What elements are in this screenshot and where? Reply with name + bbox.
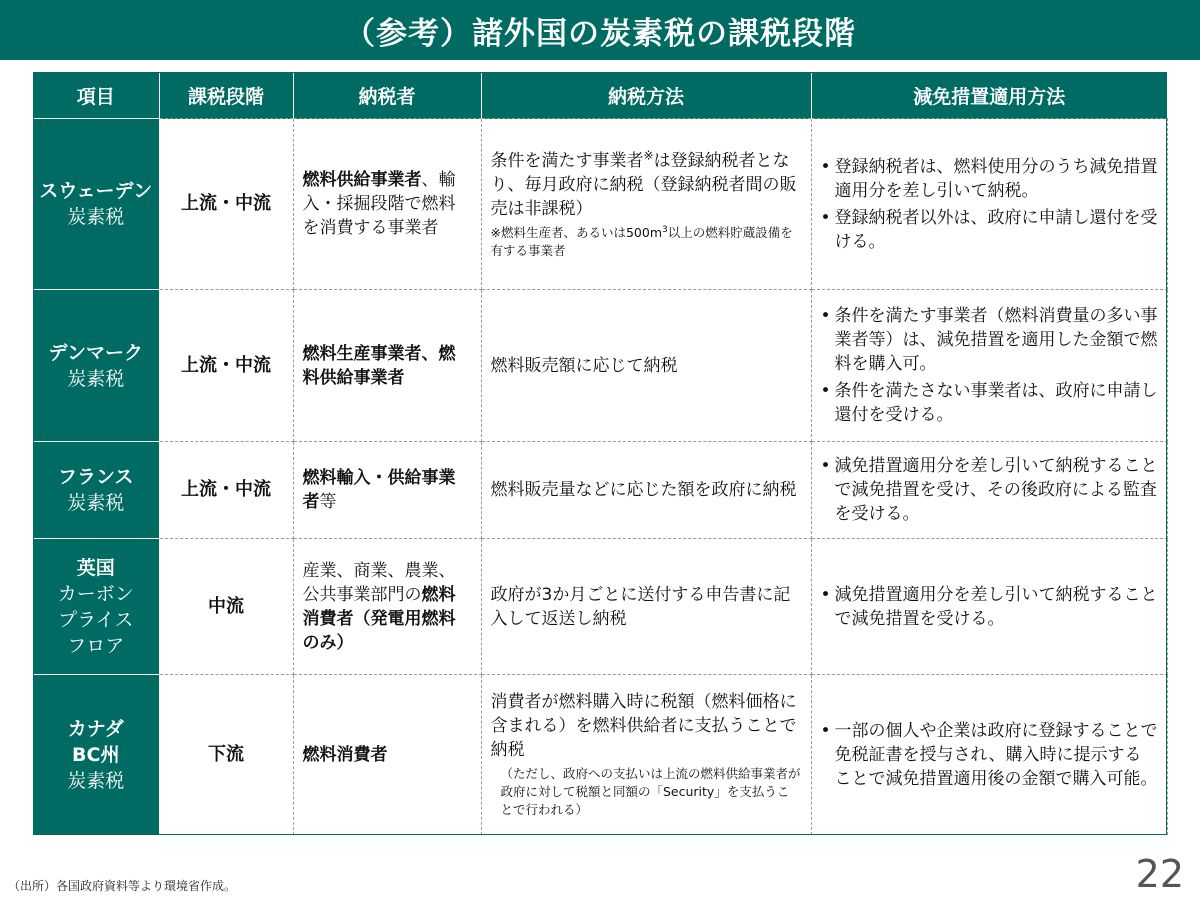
relief-cell — [811, 675, 1167, 835]
relief-list — [821, 719, 1158, 791]
country-name-line: カナダ — [67, 717, 124, 740]
country-name: デンマーク — [48, 341, 144, 364]
page-title: （参考）諸外国の炭素税の課税段階 — [0, 0, 1200, 60]
method-text: 消費者が燃料購入時に税額（燃料価格に含まれる）を燃料供給者に支払うことで納税 — [490, 692, 797, 760]
payer-bold: 燃料生産事業者、燃料供給事業者 — [302, 343, 456, 388]
method-cell — [481, 675, 811, 835]
stage-cell: 下流 — [159, 675, 293, 835]
stage-cell: 上流・中流 — [159, 442, 293, 539]
tax-name: 炭素税 — [67, 769, 125, 792]
method-note-sup: 3 — [662, 224, 668, 235]
stage-cell: 上流・中流 — [159, 290, 293, 442]
item-cell — [33, 539, 159, 675]
table-row-france — [33, 442, 1167, 539]
payer-bold: 燃料輸入・供給事業者 — [302, 468, 456, 512]
table-header-row — [33, 72, 1167, 119]
header-payer: 納税者 — [293, 72, 481, 119]
header-relief: 減免措置適用方法 — [811, 72, 1167, 119]
method-note: （ただし、政府への支払いは上流の燃料供給事業者が政府に対して税額と同額の「Security」を支払うことで行われる） — [500, 766, 801, 817]
payer-text: 、輸入・採掘段階で燃料を消費する事業者 — [302, 170, 456, 238]
relief-item: • 条件を満たす事業者（燃料消費量の多い事業者等）は、減免措置を適用した金額で燃料を購入可。 — [821, 304, 1158, 376]
payer-cell — [293, 119, 481, 290]
payer-cell — [293, 290, 481, 442]
header-method: 納税方法 — [481, 72, 811, 119]
item-cell — [33, 675, 159, 835]
tax-name-line: プライス — [58, 608, 134, 631]
method-note-text: ※燃料生産者、あるいは500m — [490, 224, 663, 240]
relief-item: • 一部の個人や企業は政府に登録することで免税証書を授与され、購入時に提示することで減免措置適用後の金額で購入可能。 — [821, 719, 1158, 791]
relief-cell — [811, 290, 1167, 442]
relief-list — [821, 454, 1158, 526]
payer-text: 等 — [319, 492, 337, 512]
method-note — [491, 224, 802, 260]
method-cell: 燃料販売額に応じて納税 — [481, 290, 811, 442]
method-text-cont: は登録納税者となり、毎月政府に納税（登録納税者間の販売は非課税） — [490, 150, 797, 219]
payer-bold: 燃料消費者（発電用燃料のみ） — [302, 584, 456, 653]
tax-name: 炭素税 — [67, 492, 125, 514]
payer-bold: 燃料供給事業者 — [302, 170, 422, 190]
country-name: フランス — [58, 466, 134, 488]
method-cell — [481, 119, 811, 290]
stage-cell: 中流 — [159, 539, 293, 675]
method-text: 条件を満たす事業者 — [490, 150, 644, 171]
relief-cell — [811, 539, 1167, 675]
relief-cell — [811, 442, 1167, 539]
item-cell — [33, 290, 159, 442]
relief-cell — [811, 119, 1167, 290]
relief-item: • 減免措置適用分を差し引いて納税することで減免措置を受ける。 — [821, 583, 1158, 631]
header-item: 項目 — [33, 72, 159, 119]
source-note: （出所）各国政府資料等より環境省作成。 — [8, 879, 237, 893]
relief-item: • 登録納税者は、燃料使用分のうち減免措置適用分を差し引いて納税。 — [821, 155, 1158, 203]
table-row-canada-bc — [33, 675, 1167, 835]
header-stage: 課税段階 — [159, 72, 293, 119]
tax-stage-table — [33, 72, 1168, 835]
payer-text: 産業、商業、農業、公共事業部門の — [302, 560, 456, 605]
method-cell: 燃料販売量などに応じた額を政府に納税 — [481, 442, 811, 539]
method-note-mark: ※ — [643, 147, 654, 162]
tax-name: 炭素税 — [67, 206, 125, 228]
table-row-uk — [33, 539, 1167, 675]
tax-name-line: フロア — [67, 634, 125, 657]
relief-list — [821, 583, 1158, 631]
payer-cell — [293, 539, 481, 675]
relief-item: • 登録納税者以外は、政府に申請し還付を受ける。 — [821, 206, 1158, 254]
country-name: 英国 — [76, 556, 115, 579]
payer-cell — [293, 675, 481, 835]
item-cell — [33, 442, 159, 539]
item-cell — [33, 119, 159, 290]
method-note-text-cont: 以上の燃料貯蔵設備を有する事業者 — [490, 224, 793, 258]
tax-name: 炭素税 — [67, 367, 125, 390]
relief-list — [821, 155, 1158, 254]
payer-cell — [293, 442, 481, 539]
relief-list — [821, 304, 1158, 427]
table-row-denmark — [33, 290, 1167, 442]
country-name: スウェーデン — [39, 180, 153, 202]
tax-name-line: カーボン — [57, 582, 134, 605]
relief-item: • 条件を満たさない事業者は、政府に申請し還付を受ける。 — [821, 379, 1158, 427]
country-name-line: BC州 — [72, 743, 120, 766]
method-cell: 政府が3か月ごとに送付する申告書に記入して返送し納税 — [481, 539, 811, 675]
page-number: 22 — [1135, 852, 1184, 896]
payer-bold: 燃料消費者 — [302, 744, 388, 765]
table-row-sweden — [33, 119, 1167, 290]
stage-cell: 上流・中流 — [159, 119, 293, 290]
relief-item: • 減免措置適用分を差し引いて納税することで減免措置を受け、その後政府による監査を受ける。 — [821, 454, 1158, 526]
